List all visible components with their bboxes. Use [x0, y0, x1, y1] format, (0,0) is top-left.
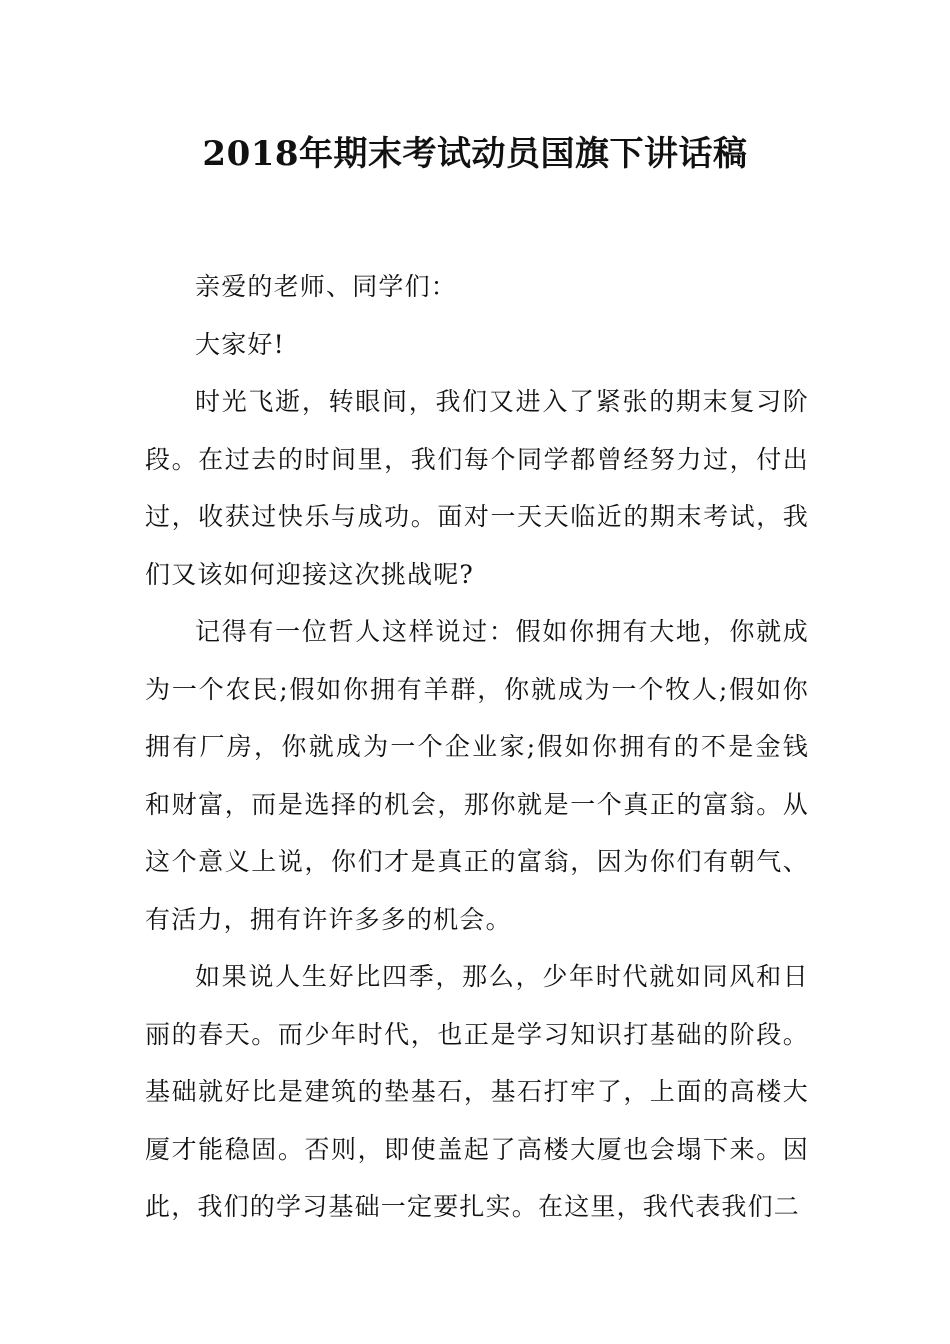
- document-title: 2018年期末考试动员国旗下讲话稿: [202, 134, 748, 174]
- body-paragraph: 记得有一位哲人这样说过：假如你拥有大地，你就成为一个农民;假如你拥有羊群，你就成为一个牧人;假如你拥有厂房，你就成为一个企业家;假如你拥有的不是金钱和财富，而是选择的机会，那你就是一个真正的富翁。从这个意义上说，你们才是真正的富翁，因为你们有朝气、有活力，拥有许许多多的机会。: [145, 617, 809, 934]
- body-paragraph: 时光飞逝，转眼间，我们又进入了紧张的期末复习阶段。在过去的时间里，我们每个同学都曾经努力过，付出过，收获过快乐与成功。面对一天天临近的期末考试，我们又该如何迎接这次挑战呢?: [145, 387, 809, 589]
- salutation-paragraph: 大家好!: [195, 329, 285, 359]
- greeting-paragraph: 亲爱的老师、同学们：: [195, 272, 458, 301]
- document-body: [145, 258, 809, 1236]
- body-paragraph: 如果说人生好比四季，那么，少年时代就如同风和日丽的春天。而少年时代，也正是学习知识打基础的阶段。基础就好比是建筑的垫基石，基石打牢了，上面的高楼大厦才能稳固。否则，即使盖起了高楼大厦也会塌下来。因此，我们的学习基础一定要扎实。在这里，我代表我们二: [145, 962, 809, 1221]
